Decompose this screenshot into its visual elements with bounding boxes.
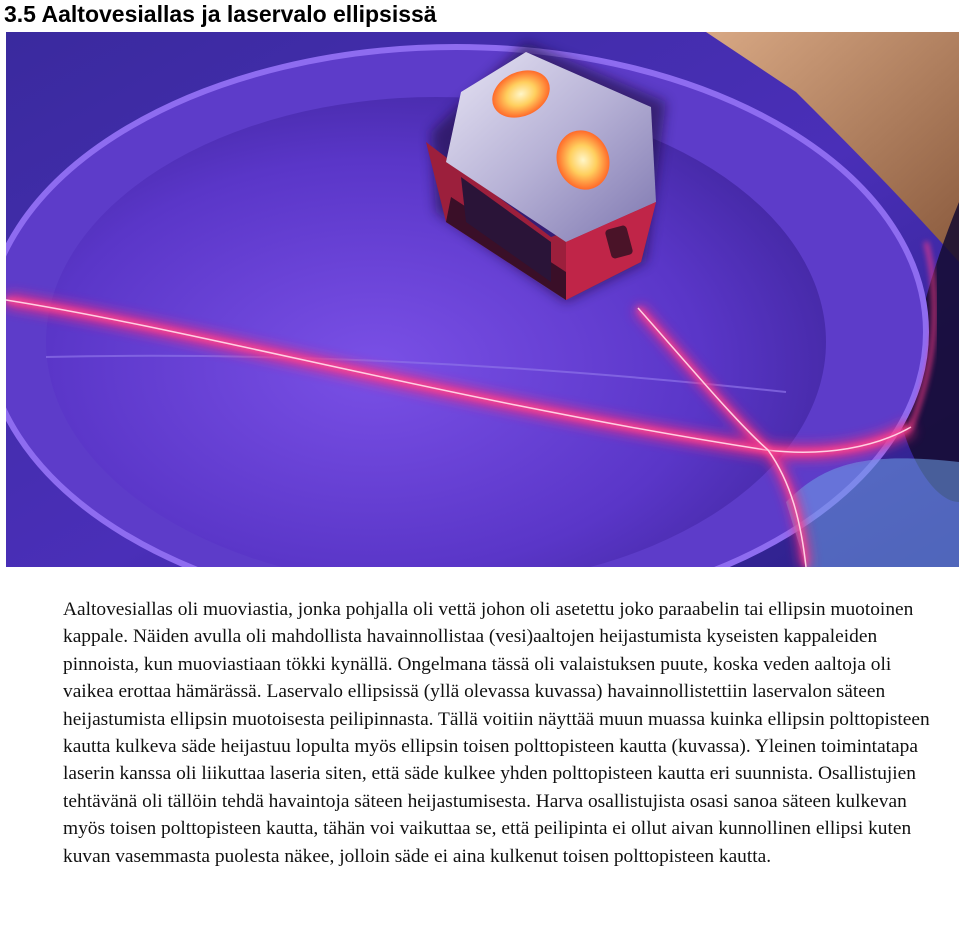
description-paragraph: Aaltovesiallas oli muoviastia, jonka pohjalla oli vettä johon oli asetettu joko paraabelin tai ellipsin muotoinen kappale. Näiden avulla oli mahdollista havainnollistaa (vesi)aaltojen heijastumista kyseisten kappaleiden pinnoista, kun muoviastiaan tökki kynällä. Ongelmana tässä oli valaistuksen puute, koska veden aaltoja oli vaikea erottaa hämärässä. Laservalo ellipsissä (yllä olevassa kuvassa) havainnollistettiin laservalon säteen heijastumista ellipsin muotoisesta peilipinnasta. Tällä voitiin näyttää muun muassa kuinka ellipsin polttopisteen kautta kulkeva säde heijastuu lopulta myös ellipsin toisen polttopisteen kautta (kuvassa). Yleinen toimintatapa laserin kanssa oli liikuttaa laseria siten, että säde kulkee yhden polttopisteen kautta eri suunnista. Osallistujien tehtävänä oli tällöin tehdä havaintoja säteen heijastumisesta. Harva osallistujista osasi sanoa säteen kulkevan myös toisen polttopisteen kautta, tähän voi vaikuttaa se, että peilipinta ei ollut aivan kunnollinen ellipsi kuten kuvan vasemmasta puolesta näkee, jolloin säde ei aina kulkenut toisen polttopisteen kautta. [63,599,930,867]
section-heading: 3.5 Aaltovesiallas ja laservalo ellipsissä [4,1,437,27]
photo-laser-ellipse [6,32,959,567]
laser-ellipse-photo-drawing [6,32,959,567]
